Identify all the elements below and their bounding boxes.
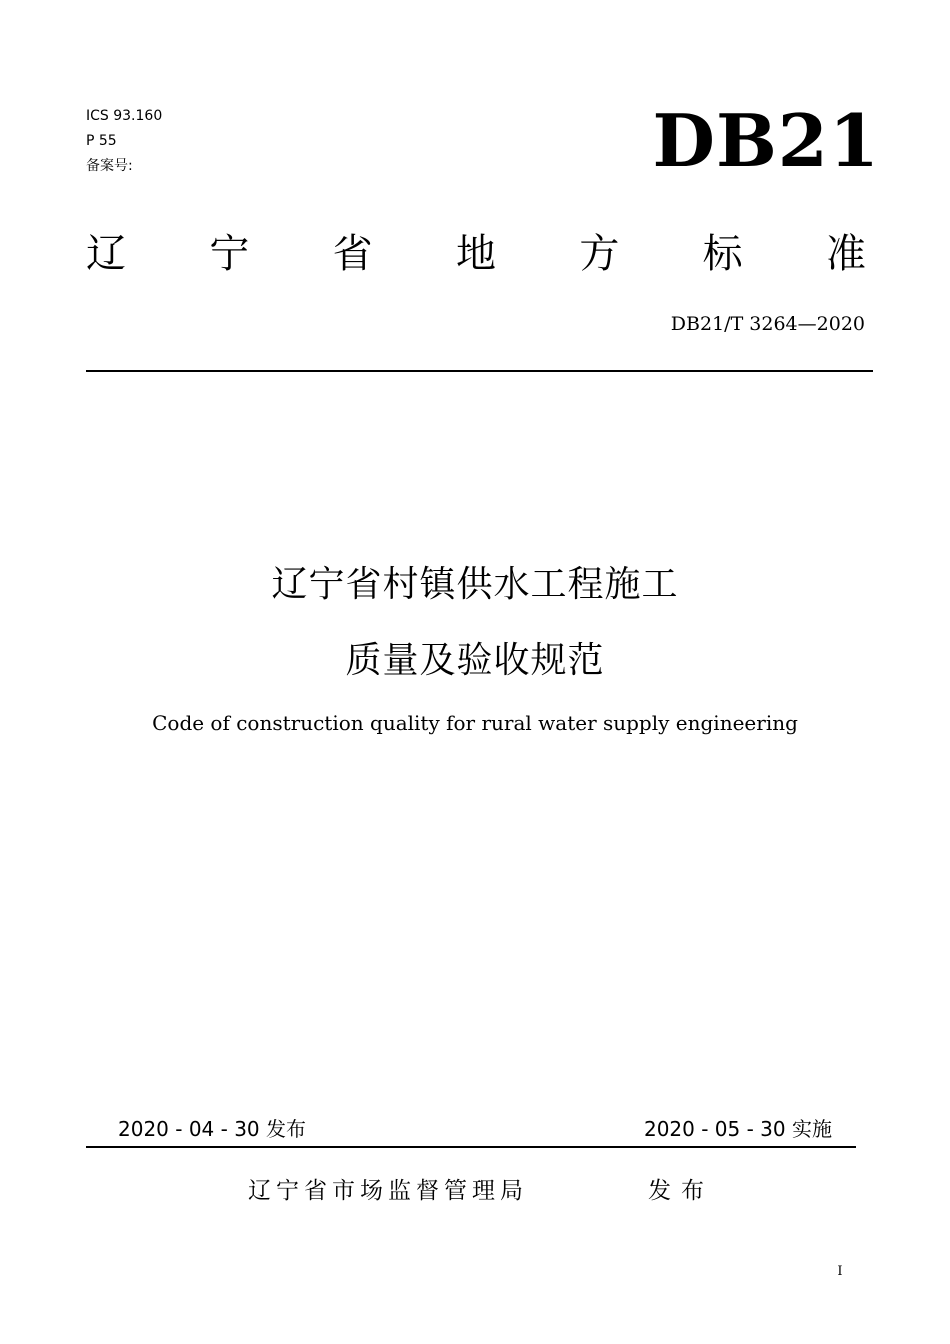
standard-type-char: 标 (702, 231, 743, 277)
issue-action: 发布 (648, 1178, 714, 1204)
standard-type-char: 准 (825, 231, 866, 277)
document-metadata (86, 104, 162, 179)
top-divider (86, 370, 873, 372)
issuing-authority: 辽宁省市场监督管理局 (248, 1178, 528, 1204)
ics-code: ICS 93.160 (86, 108, 163, 124)
standard-number: DB21/T 3264—2020 (670, 313, 865, 335)
implementation-date: 2020 - 05 - 30 实施 (643, 1117, 832, 1141)
standard-type-char: 方 (579, 231, 620, 277)
standard-type-char: 辽 (86, 231, 126, 277)
classification-code: P 55 (86, 133, 117, 149)
bottom-divider (86, 1146, 856, 1148)
english-title: Code of construction quality for rural water supply engineering (152, 711, 798, 735)
standard-logo: DB21 (652, 98, 880, 183)
standard-type-char: 宁 (209, 231, 250, 277)
standard-type-char: 地 (455, 231, 496, 277)
page-number: I (837, 1264, 843, 1279)
title-line-1: 辽宁省村镇供水工程施工 (271, 564, 679, 605)
issue-date: 2020 - 04 - 30 发布 (118, 1117, 307, 1141)
standard-type-char: 省 (332, 231, 373, 277)
standard-type-heading (86, 224, 866, 284)
record-number-label: 备案号: (86, 158, 133, 174)
title-line-2: 质量及验收规范 (345, 640, 605, 681)
